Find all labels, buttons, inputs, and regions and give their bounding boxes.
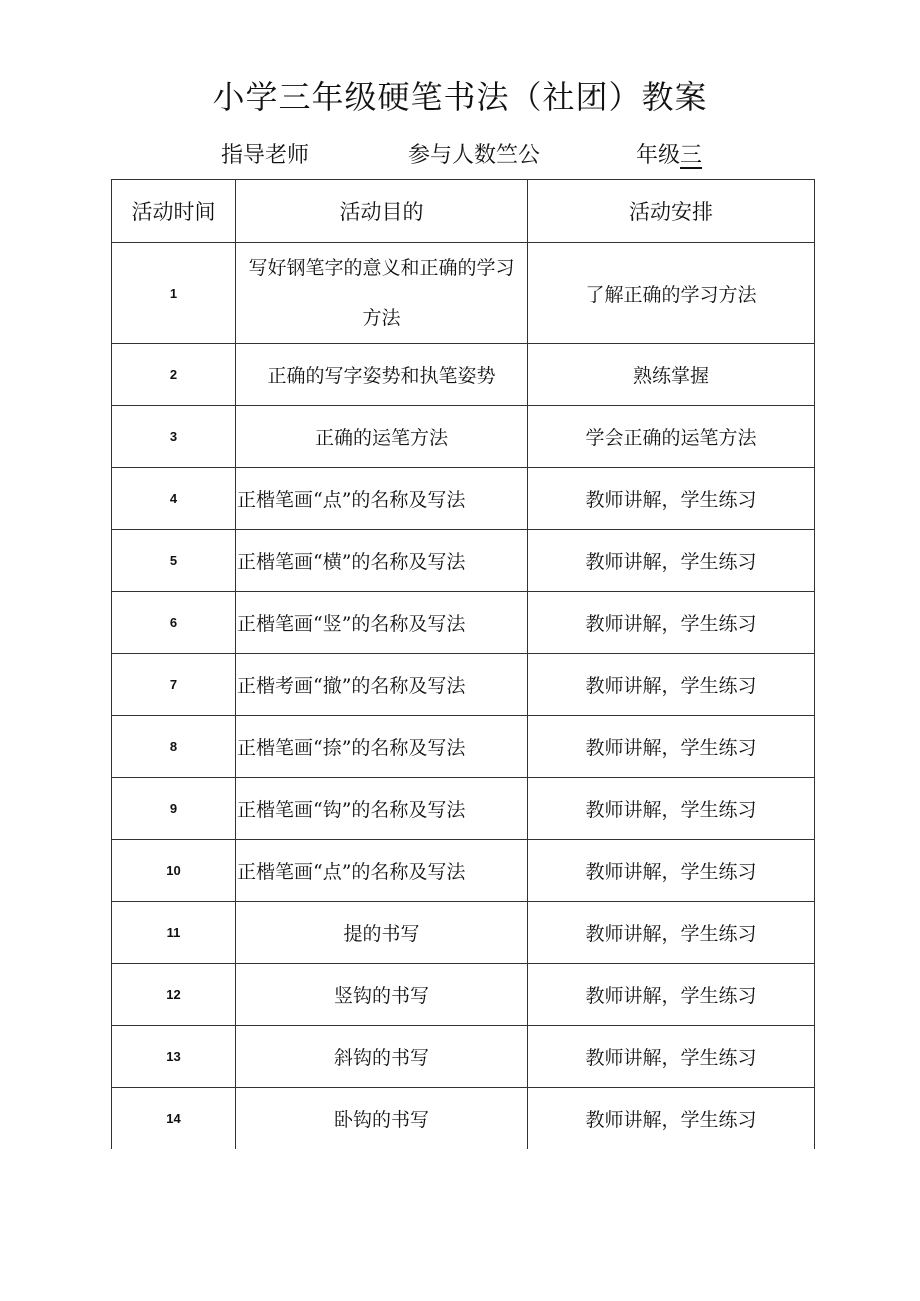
- header-activity-time: 活动时间: [112, 180, 236, 243]
- row-purpose: 竖钩的书写: [236, 964, 528, 1026]
- teacher-label: 指导老师: [221, 143, 310, 168]
- row-purpose: 正楷考画“撤”的名称及写法: [236, 654, 528, 716]
- row-number: 14: [112, 1088, 236, 1150]
- row-purpose: 正楷笔画“点”的名称及写法: [236, 840, 528, 902]
- row-arrangement: 了解正确的学习方法: [528, 243, 815, 344]
- grade-value: 三: [680, 143, 703, 168]
- row-arrangement: 教师讲解，学生练习: [528, 964, 815, 1026]
- table-row: [112, 406, 815, 468]
- row-arrangement: 教师讲解，学生练习: [528, 1026, 815, 1088]
- row-purpose: 写好钢笔字的意义和正确的学习方法: [236, 243, 528, 344]
- row-number: 1: [112, 243, 236, 344]
- row-arrangement: 教师讲解，学生练习: [528, 654, 815, 716]
- row-number: 6: [112, 592, 236, 654]
- row-purpose: 斜钩的书写: [236, 1026, 528, 1088]
- row-number: 12: [112, 964, 236, 1026]
- row-arrangement: 教师讲解，学生练习: [528, 902, 815, 964]
- header-activity-purpose: 活动目的: [236, 180, 528, 243]
- table-row: [112, 592, 815, 654]
- row-number: 9: [112, 778, 236, 840]
- table-row: [112, 654, 815, 716]
- table-row: [112, 1026, 815, 1088]
- row-purpose: 正楷笔画“点”的名称及写法: [236, 468, 528, 530]
- table-row: [112, 344, 815, 406]
- row-number: 10: [112, 840, 236, 902]
- row-number: 2: [112, 344, 236, 406]
- row-arrangement: 学会正确的运笔方法: [528, 406, 815, 468]
- row-arrangement: 教师讲解，学生练习: [528, 468, 815, 530]
- table-row: [112, 530, 815, 592]
- row-purpose: 卧钩的书写: [236, 1088, 528, 1150]
- grade-field: [636, 140, 702, 172]
- row-purpose: 正楷笔画“捺”的名称及写法: [236, 716, 528, 778]
- row-number: 13: [112, 1026, 236, 1088]
- row-purpose: 正确的写字姿势和执笔姿势: [236, 344, 528, 406]
- lesson-plan-table: [111, 179, 815, 1149]
- row-arrangement: 教师讲解，学生练习: [528, 592, 815, 654]
- row-purpose: 正楷笔画“横”的名称及写法: [236, 530, 528, 592]
- table-row: [112, 902, 815, 964]
- row-arrangement: 熟练掌握: [528, 344, 815, 406]
- header-activity-arrangement: 活动安排: [528, 180, 815, 243]
- row-arrangement: 教师讲解，学生练习: [528, 530, 815, 592]
- row-number: 11: [112, 902, 236, 964]
- table-row: [112, 468, 815, 530]
- participant-count-label: 参与人数竺公: [408, 143, 541, 168]
- row-arrangement: 教师讲解，学生练习: [528, 840, 815, 902]
- row-number: 3: [112, 406, 236, 468]
- table-row: [112, 243, 815, 344]
- page-title: 小学三年级硬笔书法（社团）教案: [212, 78, 708, 116]
- table-row: [112, 778, 815, 840]
- row-purpose: 正楷笔画“竖”的名称及写法: [236, 592, 528, 654]
- row-number: 4: [112, 468, 236, 530]
- row-arrangement: 教师讲解，学生练习: [528, 778, 815, 840]
- row-arrangement: 教师讲解，学生练习: [528, 716, 815, 778]
- table-row: [112, 840, 815, 902]
- row-purpose: 正确的运笔方法: [236, 406, 528, 468]
- row-number: 7: [112, 654, 236, 716]
- table-row: [112, 964, 815, 1026]
- row-number: 5: [112, 530, 236, 592]
- row-number: 8: [112, 716, 236, 778]
- row-purpose: 提的书写: [236, 902, 528, 964]
- row-purpose: 正楷笔画“钩”的名称及写法: [236, 778, 528, 840]
- table-row: [112, 716, 815, 778]
- row-arrangement: 教师讲解，学生练习: [528, 1088, 815, 1150]
- table-row: [112, 1088, 815, 1150]
- grade-label: 年级: [636, 143, 681, 168]
- table-header-row: [112, 180, 815, 243]
